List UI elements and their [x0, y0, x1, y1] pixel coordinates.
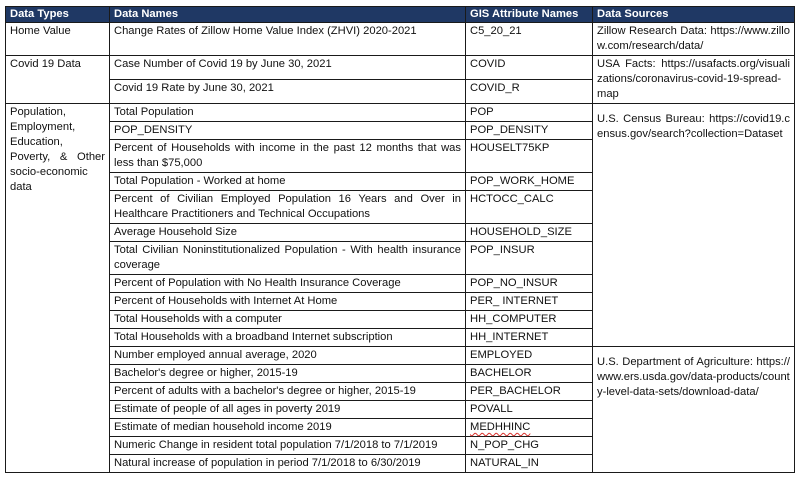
data-type-cell: Home Value: [6, 23, 110, 56]
data-name-cell: Change Rates of Zillow Home Value Index (ZHVI) 2020-2021: [110, 23, 466, 56]
gis-attribute-cell: NATURAL_IN: [466, 455, 593, 473]
gis-attribute-cell: POP_DENSITY: [466, 122, 593, 140]
data-name-cell: Total Households with a broadband Internet subscription: [110, 329, 466, 347]
data-name-cell: Percent of Population with No Health Insurance Coverage: [110, 275, 466, 293]
header-row: [6, 7, 795, 23]
gis-attribute-cell: COVID: [466, 56, 593, 80]
gis-attribute-cell: POVALL: [466, 401, 593, 419]
header-data-sources: Data Sources: [593, 7, 795, 23]
data-table-container: [5, 6, 794, 473]
data-name-cell: Total Households with a computer: [110, 311, 466, 329]
gis-attribute-cell: [466, 419, 593, 437]
data-source-cell: Zillow Research Data: https://www.zillow.com/research/data/: [593, 23, 795, 56]
data-name-cell: POP_DENSITY: [110, 122, 466, 140]
header-data-types: Data Types: [6, 7, 110, 23]
header-data-names: Data Names: [110, 7, 466, 23]
spellcheck-flagged-text: MEDHHINC: [470, 421, 531, 433]
gis-attribute-cell: HCTOCC_CALC: [466, 191, 593, 224]
table-row: [6, 104, 795, 122]
gis-attribute-cell: HH_INTERNET: [466, 329, 593, 347]
gis-attribute-cell: POP_NO_INSUR: [466, 275, 593, 293]
table-row: [6, 23, 795, 56]
data-name-cell: Percent of adults with a bachelor's degree or higher, 2015-19: [110, 383, 466, 401]
gis-attribute-cell: PER_BACHELOR: [466, 383, 593, 401]
data-source-cell: U.S. Census Bureau: https://covid19.census.gov/search?collection=Dataset: [593, 104, 795, 347]
gis-attribute-cell: HOUSELT75KP: [466, 140, 593, 173]
data-source-cell: USA Facts: https://usafacts.org/visualizations/coronavirus-covid-19-spread-map: [593, 56, 795, 104]
data-name-cell: Bachelor's degree or higher, 2015-19: [110, 365, 466, 383]
table-row: [6, 56, 795, 80]
table-row: [6, 347, 795, 365]
data-name-cell: Percent of Households with income in the past 12 months that was less than $75,000: [110, 140, 466, 173]
gis-attribute-cell: HH_COMPUTER: [466, 311, 593, 329]
data-name-cell: Case Number of Covid 19 by June 30, 2021: [110, 56, 466, 80]
data-name-cell: Estimate of median household income 2019: [110, 419, 466, 437]
data-name-cell: Natural increase of population in period 7/1/2018 to 6/30/2019: [110, 455, 466, 473]
gis-attribute-cell: C5_20_21: [466, 23, 593, 56]
gis-attribute-cell: POP_INSUR: [466, 242, 593, 275]
data-name-cell: Percent of Households with Internet At Home: [110, 293, 466, 311]
data-sources-table: [5, 6, 795, 473]
gis-attribute-cell: PER_ INTERNET: [466, 293, 593, 311]
gis-attribute-cell: BACHELOR: [466, 365, 593, 383]
data-name-cell: Number employed annual average, 2020: [110, 347, 466, 365]
gis-attribute-cell: POP_WORK_HOME: [466, 173, 593, 191]
data-name-cell: Covid 19 Rate by June 30, 2021: [110, 80, 466, 104]
data-name-cell: Numeric Change in resident total population 7/1/2018 to 7/1/2019: [110, 437, 466, 455]
gis-attribute-cell: COVID_R: [466, 80, 593, 104]
data-source-cell: U.S. Department of Agriculture: https://www.ers.usda.gov/data-products/county-level-data-sets/download-data/: [593, 347, 795, 473]
data-name-cell: Total Civilian Noninstitutionalized Population - With health insurance coverage: [110, 242, 466, 275]
data-name-cell: Percent of Civilian Employed Population 16 Years and Over in Healthcare Practitioners and Technical Occupations: [110, 191, 466, 224]
gis-attribute-cell: POP: [466, 104, 593, 122]
data-name-cell: Total Population - Worked at home: [110, 173, 466, 191]
gis-attribute-cell: N_POP_CHG: [466, 437, 593, 455]
gis-attribute-cell: HOUSEHOLD_SIZE: [466, 224, 593, 242]
data-type-cell: Covid 19 Data: [6, 56, 110, 104]
data-type-cell: Population, Employment, Education, Poverty, & Other socio-economic data: [6, 104, 110, 473]
data-name-cell: Estimate of people of all ages in poverty 2019: [110, 401, 466, 419]
data-name-cell: Average Household Size: [110, 224, 466, 242]
gis-attribute-cell: EMPLOYED: [466, 347, 593, 365]
header-gis-attribute-names: GIS Attribute Names: [466, 7, 593, 23]
data-name-cell: Total Population: [110, 104, 466, 122]
